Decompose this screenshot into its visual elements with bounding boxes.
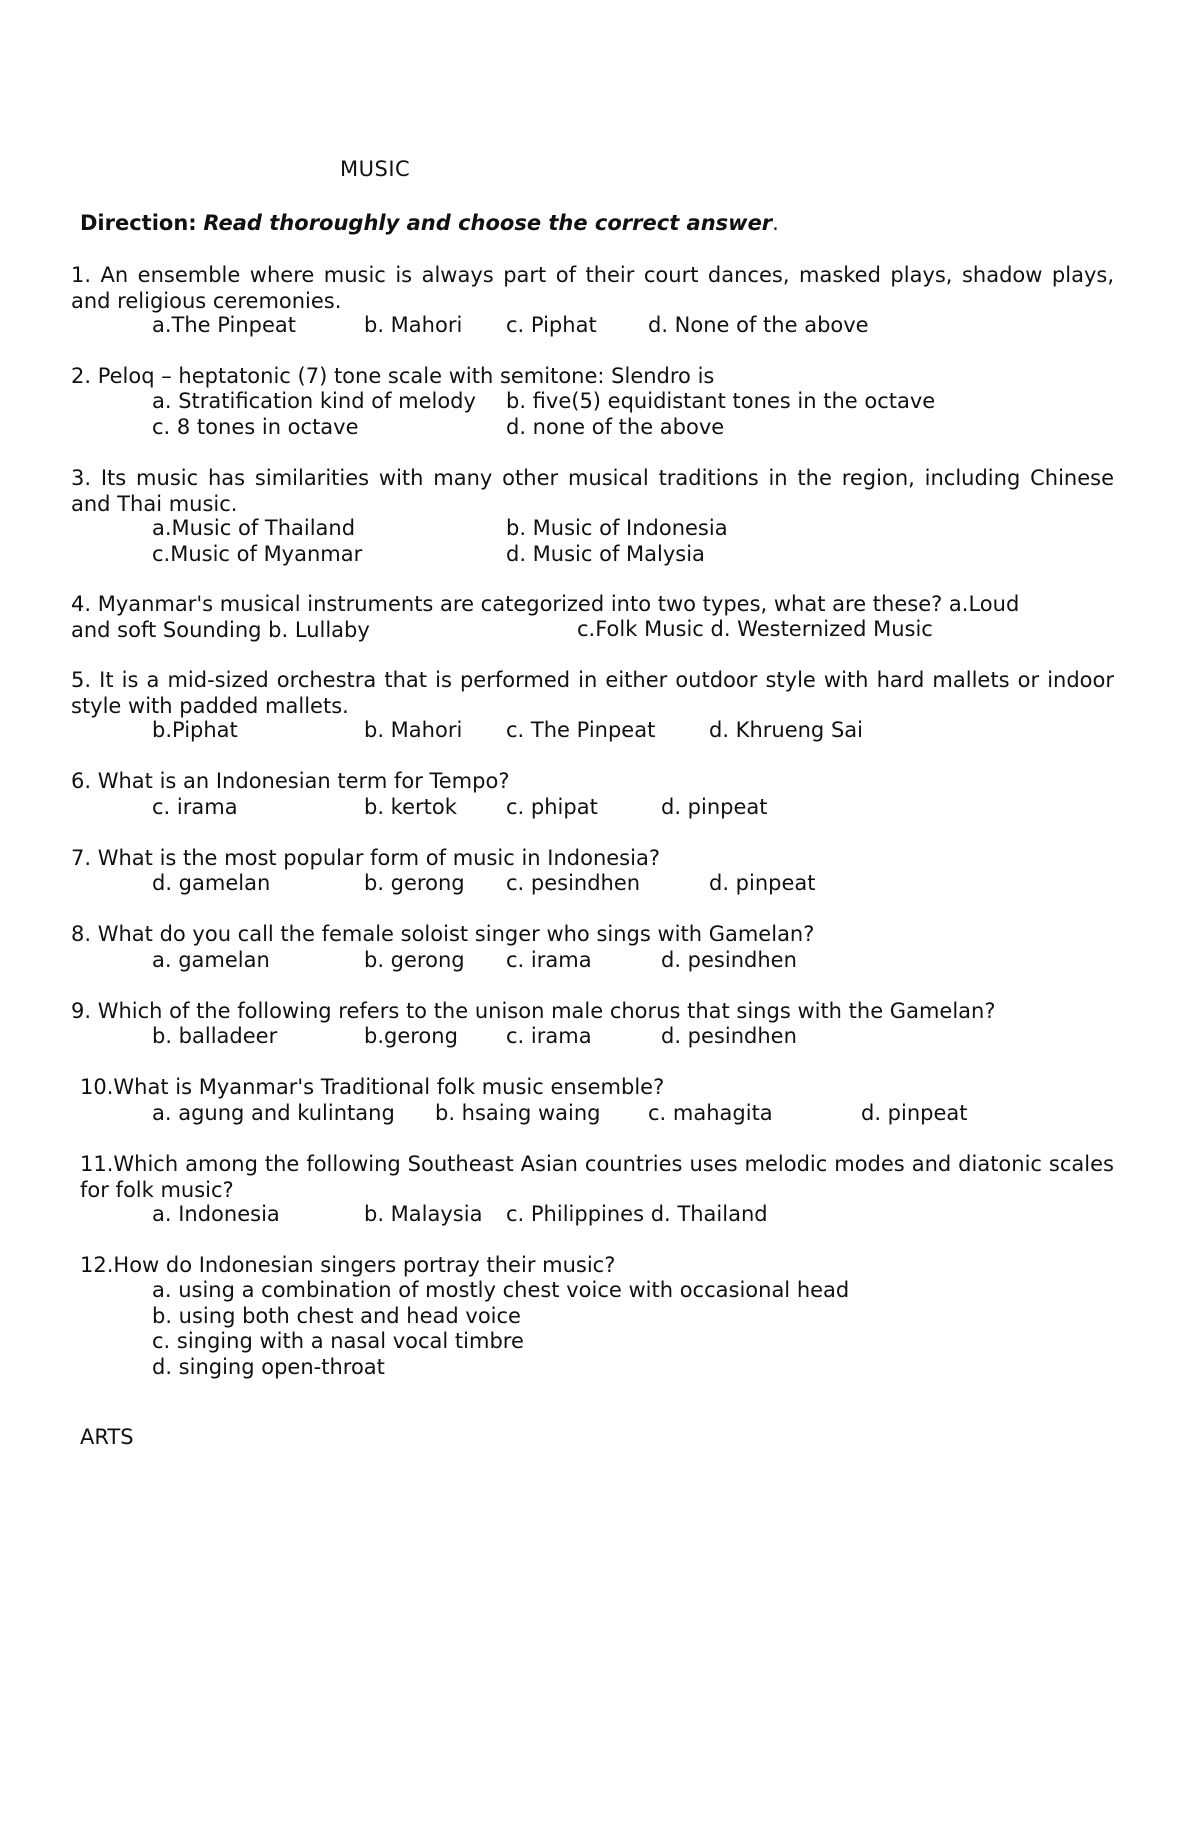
question-stem: 4. Myanmar's musical instruments are categorized into two types, what are these? a.Loud and soft Sounding b. Lullaby bbox=[71, 592, 1020, 642]
option-3b: b. Music of Indonesia bbox=[506, 516, 728, 540]
option-10d: d. pinpeat bbox=[861, 1101, 968, 1125]
question-11 bbox=[80, 1152, 1114, 1203]
option-11cd: c. Philippines d. Thailand bbox=[506, 1202, 768, 1226]
direction-end: . bbox=[772, 211, 779, 235]
option-12c: c. singing with a nasal vocal timbre bbox=[152, 1329, 524, 1353]
question-12 bbox=[80, 1253, 1114, 1279]
question-stem: 6. What is an Indonesian term for Tempo? bbox=[71, 769, 510, 793]
option-11b: b. Malaysia bbox=[364, 1202, 483, 1226]
option-9a: b. balladeer bbox=[152, 1024, 278, 1048]
option-9d: d. pesindhen bbox=[661, 1024, 797, 1048]
option-6c: c. phipat bbox=[506, 795, 598, 819]
question-3 bbox=[71, 466, 1114, 517]
question-stem: 12.How do Indonesian singers portray their music? bbox=[80, 1253, 616, 1277]
question-stem: 8. What do you call the female soloist singer who sings with Gamelan? bbox=[71, 922, 815, 946]
option-5a: b.Piphat bbox=[152, 718, 238, 742]
option-8b: b. gerong bbox=[364, 948, 465, 972]
question-7 bbox=[71, 846, 1114, 872]
option-1a: a.The Pinpeat bbox=[152, 313, 296, 337]
question-10 bbox=[80, 1075, 1114, 1101]
option-8c: c. irama bbox=[506, 948, 592, 972]
option-12d: d. singing open-throat bbox=[152, 1355, 385, 1379]
option-5c: c. The Pinpeat bbox=[506, 718, 656, 742]
option-12b: b. using both chest and head voice bbox=[152, 1304, 521, 1328]
option-8d: d. pesindhen bbox=[661, 948, 797, 972]
option-1b: b. Mahori bbox=[364, 313, 463, 337]
direction-line bbox=[80, 211, 779, 237]
question-stem: 9. Which of the following refers to the unison male chorus that sings with the Gamelan? bbox=[71, 999, 996, 1023]
direction-text: Read thoroughly and choose the correct answer bbox=[203, 211, 773, 235]
option-2d: d. none of the above bbox=[506, 415, 725, 439]
option-1c: c. Piphat bbox=[506, 313, 597, 337]
question-5 bbox=[71, 668, 1114, 719]
question-stem: 2. Peloq – heptatonic (7) tone scale with semitone: Slendro is bbox=[71, 364, 715, 388]
question-stem: 10.What is Myanmar's Traditional folk music ensemble? bbox=[80, 1075, 665, 1099]
option-11a: a. Indonesia bbox=[152, 1202, 280, 1226]
option-1d: d. None of the above bbox=[648, 313, 869, 337]
question-8 bbox=[71, 922, 1114, 948]
option-10b: b. hsaing waing bbox=[435, 1101, 601, 1125]
option-6a: c. irama bbox=[152, 795, 238, 819]
option-9b: b.gerong bbox=[364, 1024, 458, 1048]
direction-label: Direction: bbox=[80, 211, 197, 235]
option-6d: d. pinpeat bbox=[661, 795, 768, 819]
option-9c: c. irama bbox=[506, 1024, 592, 1048]
section-heading-arts: ARTS bbox=[80, 1425, 134, 1449]
question-stem: 3. Its music has similarities with many other musical traditions in the region, including Chinese and Thai music. bbox=[71, 466, 1114, 516]
option-2c: c. 8 tones in octave bbox=[152, 415, 359, 439]
option-2a: a. Stratification kind of melody bbox=[152, 389, 476, 413]
page-title: MUSIC bbox=[340, 157, 411, 181]
option-8a: a. gamelan bbox=[152, 948, 270, 972]
question-9 bbox=[71, 999, 1114, 1025]
question-stem: 11.Which among the following Southeast Asian countries uses melodic modes and diatonic scales for folk music? bbox=[80, 1152, 1114, 1202]
option-7d: d. pinpeat bbox=[709, 871, 816, 895]
option-3d: d. Music of Malysia bbox=[506, 542, 705, 566]
option-3c: c.Music of Myanmar bbox=[152, 542, 363, 566]
question-2 bbox=[71, 364, 1114, 390]
option-10a: a. agung and kulintang bbox=[152, 1101, 395, 1125]
option-7a: d. gamelan bbox=[152, 871, 271, 895]
option-5d: d. Khrueng Sai bbox=[709, 718, 863, 742]
question-stem: 7. What is the most popular form of music in Indonesia? bbox=[71, 846, 660, 870]
question-1 bbox=[71, 263, 1114, 314]
option-2b: b. five(5) equidistant tones in the octave bbox=[506, 389, 936, 413]
option-7c: c. pesindhen bbox=[506, 871, 641, 895]
question-stem: 1. An ensemble where music is always part of their court dances, masked plays, shadow plays, and religious ceremonies. bbox=[71, 263, 1114, 313]
option-12a: a. using a combination of mostly chest voice with occasional head bbox=[152, 1278, 850, 1302]
option-7b: b. gerong bbox=[364, 871, 465, 895]
option-4cd: c.Folk Music d. Westernized Music bbox=[577, 617, 933, 641]
question-6 bbox=[71, 769, 1114, 795]
question-stem: 5. It is a mid-sized orchestra that is performed in either outdoor style with hard mallets or indoor style with padded mallets. bbox=[71, 668, 1114, 718]
option-10c: c. mahagita bbox=[648, 1101, 773, 1125]
option-6b: b. kertok bbox=[364, 795, 457, 819]
option-3a: a.Music of Thailand bbox=[152, 516, 356, 540]
option-5b: b. Mahori bbox=[364, 718, 463, 742]
